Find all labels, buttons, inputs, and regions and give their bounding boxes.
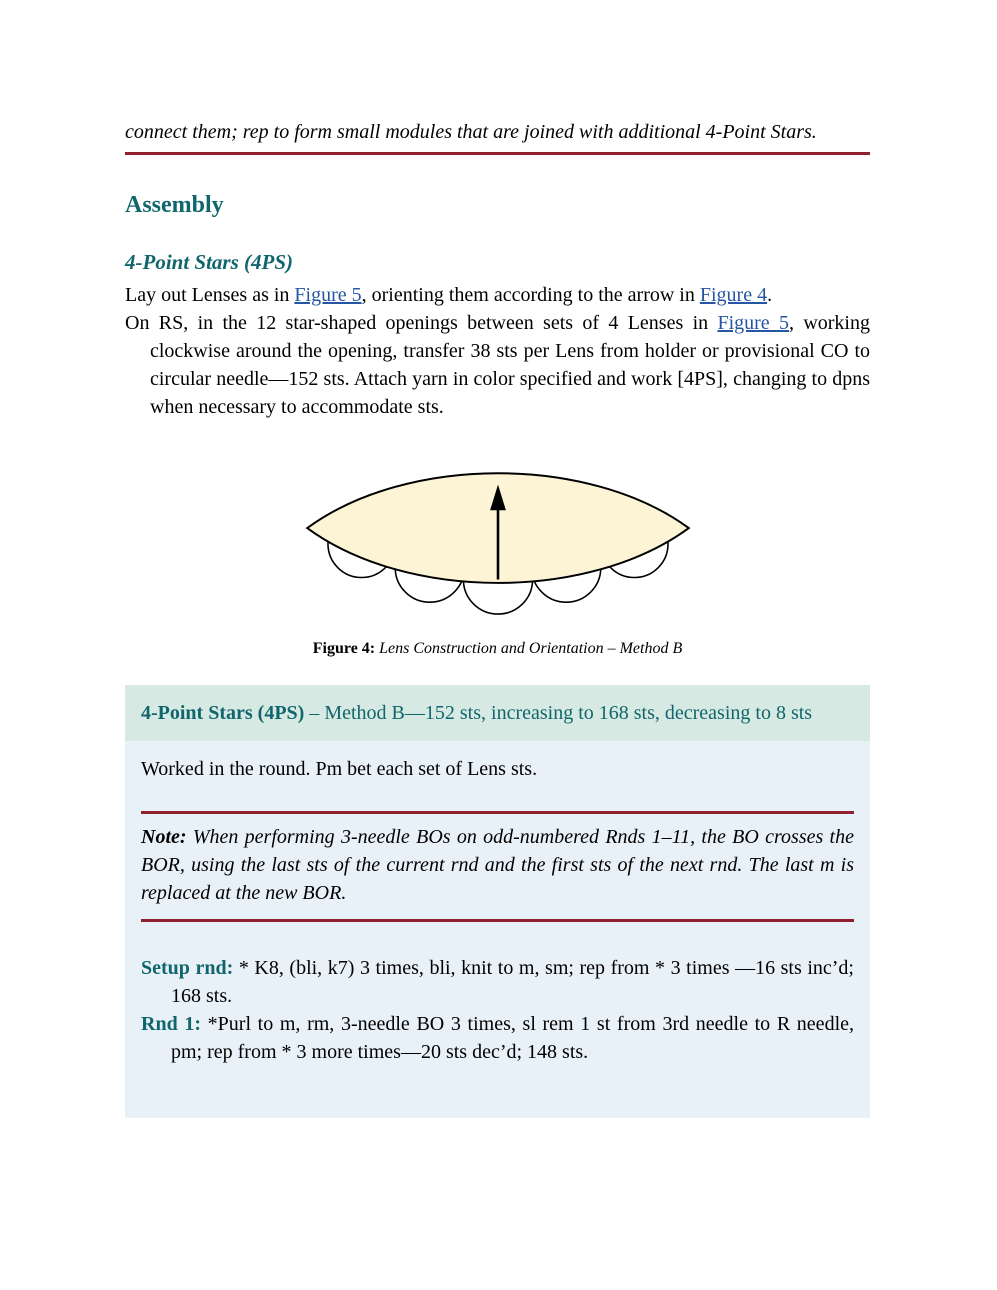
intro-paragraph: connect them; rep to form small modules that are joined with additional 4-Point Stars.: [125, 121, 817, 143]
figure5-link[interactable]: Figure 5: [294, 284, 362, 306]
note-block: [141, 811, 854, 922]
layout-step-2: [125, 309, 870, 421]
round-1-instruction: [141, 1010, 854, 1066]
lens-diagram: [300, 449, 696, 621]
layout-step-1: [125, 281, 870, 309]
setup-round-instruction: [141, 954, 854, 1010]
step1-text: .: [767, 284, 773, 306]
note-label: Note:: [141, 826, 187, 848]
pattern-box-title: 4-Point Stars (4PS): [141, 702, 305, 724]
setup-round-label: Setup rnd:: [141, 957, 234, 979]
step2-text: , working clockwise around the opening, transfer 38 sts per Lens from holder or provisional CO to circular needle—152 sts. Attach yarn in color specified and work [4PS], changing to dpns when necessary to accommodate sts.: [150, 312, 870, 418]
round-1-text: *Purl to m, rm, 3-needle BO 3 times, sl rem 1 st from 3rd needle to R needle, pm; rep from * 3 more times—20 sts dec’d; 148 sts.: [171, 1013, 854, 1063]
pattern-instructions-box: [125, 685, 870, 1118]
pattern-box-subtitle: – Method B—152 sts, increasing to 168 sts, decreasing to 8 sts: [304, 702, 813, 724]
step1-text: Lay out Lenses as in: [125, 284, 295, 306]
note-text: When performing 3-needle BOs on odd-numbered Rnds 1–11, the BO crosses the BOR, using the last sts of the current rnd and the first sts of the next rnd. The last m is replaced at the new BOR.: [141, 826, 854, 904]
figure-caption-label: Figure 4:: [312, 640, 376, 657]
step2-text: On RS, in the 12 star-shaped openings between sets of 4 Lenses in: [125, 312, 718, 334]
setup-round-text: * K8, (bli, k7) 3 times, bli, knit to m, sm; rep from * 3 times —16 sts inc’d; 168 sts.: [171, 957, 854, 1007]
assembly-heading: Assembly: [125, 192, 224, 218]
four-point-stars-subheading: 4-Point Stars (4PS): [125, 250, 294, 274]
round-1-label: Rnd 1:: [141, 1013, 202, 1035]
figure4-link[interactable]: Figure 4: [699, 284, 768, 306]
worked-in-round-line: Worked in the round. Pm bet each set of Lens sts.: [141, 758, 538, 780]
lens-figure: [125, 449, 870, 621]
figure5-link[interactable]: Figure 5: [717, 312, 789, 334]
figure-caption: [125, 639, 870, 659]
pattern-box-body: [125, 741, 870, 1118]
figure-caption-text: Lens Construction and Orientation – Method B: [375, 640, 683, 657]
step1-text: , orienting them according to the arrow in: [361, 284, 700, 306]
section-divider-rule: [125, 152, 870, 155]
pattern-box-header: [125, 685, 870, 741]
